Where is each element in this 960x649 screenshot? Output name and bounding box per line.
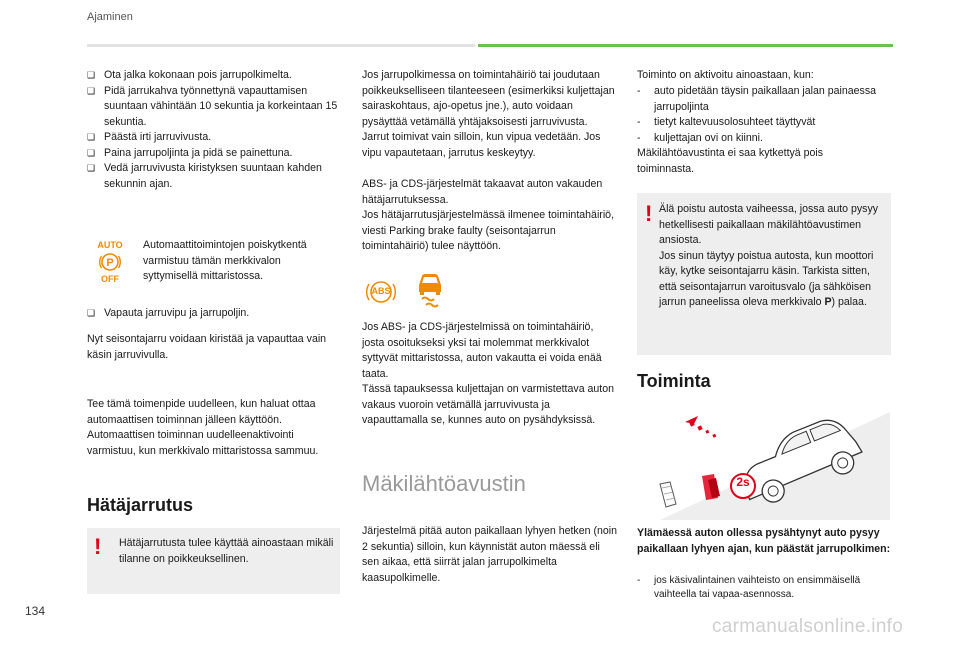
section-title: Ajaminen: [87, 11, 133, 23]
direction-arrow-icon: [685, 416, 716, 438]
abs-icon-label: ABS: [371, 286, 391, 296]
operation-heading: Toiminta: [637, 371, 711, 391]
two-second-badge: 2s: [736, 475, 750, 489]
list-item: ❑ Vapauta jarruvipu ja jarrupoljin.: [87, 307, 250, 319]
activation-intro: Toiminto on aktivoitu ainoastaan, kun:: [637, 69, 814, 81]
stability-control-icon: [413, 268, 447, 308]
warning-paragraph: Älä poistu autosta vaiheessa, jossa auto pysyy hetkellisesti paikallaan mäkilähtöavustimen ansiosta.: [659, 203, 879, 246]
svg-text:P: P: [106, 257, 114, 269]
list-item: ❑ Vedä jarruvivusta kiristyksen suuntaan kahden sekunnin ajan.: [87, 162, 322, 190]
hill-start-warning-box: [637, 193, 891, 355]
cannot-deactivate-note: Mäkilähtöavustinta ei saa kytkettyä pois toiminnasta.: [637, 147, 824, 175]
emergency-braking-heading: Hätäjarrutus: [87, 495, 194, 515]
hill-start-warning-text: [659, 202, 885, 311]
list-item: - jos käsivalintainen vaihteisto on ensimmäisellä vaihteella tai vapaa-asennossa.: [637, 575, 861, 600]
driver-action-paragraph: Tässä tapauksessa kuljettajan on varmistettava auton vakaus vuoroin vetämällä jarruvivusta ja vapauttamalla se, kunnes auto on pysähdyksissä.: [362, 383, 615, 426]
operation-list: [637, 574, 892, 602]
release-step: [87, 306, 342, 322]
abs-cds-paragraph: ABS- ja CDS-järjestelmät takaavat auton vakauden hätäjarrutuksessa.: [362, 178, 603, 206]
list-item: - auto pidetään täysin paikallaan jalan painaessa jarrupoljinta: [637, 85, 877, 113]
hill-start-illustration: [640, 404, 890, 520]
parking-brake-fault-paragraph: Jos hätäjarrutusjärjestelmässä ilmenee toimintahäiriö, viesti Parking brake faulty (seisontajarrun toimintahäiriö) tulee näyttöön.: [362, 209, 615, 252]
activation-conditions-list: [637, 84, 892, 146]
watermark: carmanualsonline.info: [712, 616, 904, 637]
emergency-warning-text: Hätäjarrutusta tulee käyttää ainoastaan mikäli tilanne on poikkeuksellinen.: [119, 537, 334, 565]
brake-steps-list: [87, 68, 342, 192]
emergency-warning-box: [87, 528, 340, 594]
header-accent-bar: [478, 44, 893, 47]
auto-off-description: Automaattitoimintojen poiskytkentä varmistuu tämän merkkivalon syttymisellä mittaristossa.: [143, 239, 307, 282]
warning-exclamation-icon: !: [94, 534, 102, 559]
list-item: ❑ Ota jalka kokonaan pois jarrupolkimelta.: [87, 69, 292, 81]
list-item: ❑ Päästä irti jarruvivusta.: [87, 131, 212, 143]
abs-fault-paragraph: Jos ABS- ja CDS-järjestelmissä on toimintahäiriö, josta osoitukseksi yksi tai molemmat merkkivalot syttyvät mittaristossa, auton vakautta ei voida enää taata.: [362, 321, 602, 380]
manual-brake-paragraph: Nyt seisontajarru voidaan kiristää ja vapauttaa vain käsin jarruvivulla.: [87, 333, 327, 361]
list-item: - tietyt kaltevuusolosuhteet täyttyvät: [637, 116, 816, 128]
warning-exclamation-icon: !: [645, 201, 653, 226]
warning-paragraph: Jos sinun täytyy poistua autosta, kun moottori käy, kytke seisontajarru käsin. Tarkista sitten, että seisontajarrun varoitusvalo (ja sähköisen jarrun paneelissa oleva merkkivalo P) palaa.: [659, 249, 874, 308]
auto-off-icon-label-bottom: OFF: [101, 274, 119, 284]
operation-caption: Ylämäessä auton ollessa pysähtynyt auto pysyy paikallaan lyhyen ajan, kun päästät jarrupolkimen:: [637, 527, 891, 555]
list-item: ❑ Pidä jarrukahva työnnettynä vapauttamisen suuntaan vähintään 10 sekuntia ja korkeintaan 15 sekuntia.: [87, 84, 338, 128]
hill-start-assist-heading: Mäkilähtöavustin: [362, 471, 526, 496]
auto-off-icon-label-top: AUTO: [97, 240, 123, 250]
reactivation-paragraph: Tee tämä toimenpide uudelleen, kun haluat ottaa automaattisen toiminnan jälleen käyttöön. Automaattisen toiminnan uudelleenaktivointi varmistuu, kun merkkivalo mittaristossa sammuu.: [87, 398, 319, 457]
hill-start-description: Järjestelmä pitää auton paikallaan lyhyen hetken (noin 2 sekuntia) silloin, kun käynnistät auton mäessä eli sen aikaa, että siirrät jalan jarrupolkimelta kaasupolkimelle.: [362, 525, 618, 584]
auto-off-warning-icon: [90, 240, 130, 284]
abs-warning-icon: [364, 275, 398, 309]
header-divider: [87, 44, 475, 47]
emergency-brake-paragraph: Jos jarrupolkimessa on toimintahäiriö tai joudutaan poikkeukselliseen tilanteeseen (esimerkiksi kuljettajan sairaskohtaus, ajo-opetus jne.), auto voidaan pysäyttää vetämällä yhtäjaksoisesti jarruvivusta. Jarrut toimivat vain silloin, kun vipua vedetään. Jos vipu vapautetaan, jarrutus keskeytyy.: [362, 69, 615, 159]
page-number: 134: [25, 604, 46, 618]
parking-p-icon: [99, 251, 121, 273]
list-item: ❑ Paina jarrupoljinta ja pidä se painettuna.: [87, 146, 293, 159]
list-item: - kuljettajan ovi on kiinni.: [637, 131, 763, 144]
